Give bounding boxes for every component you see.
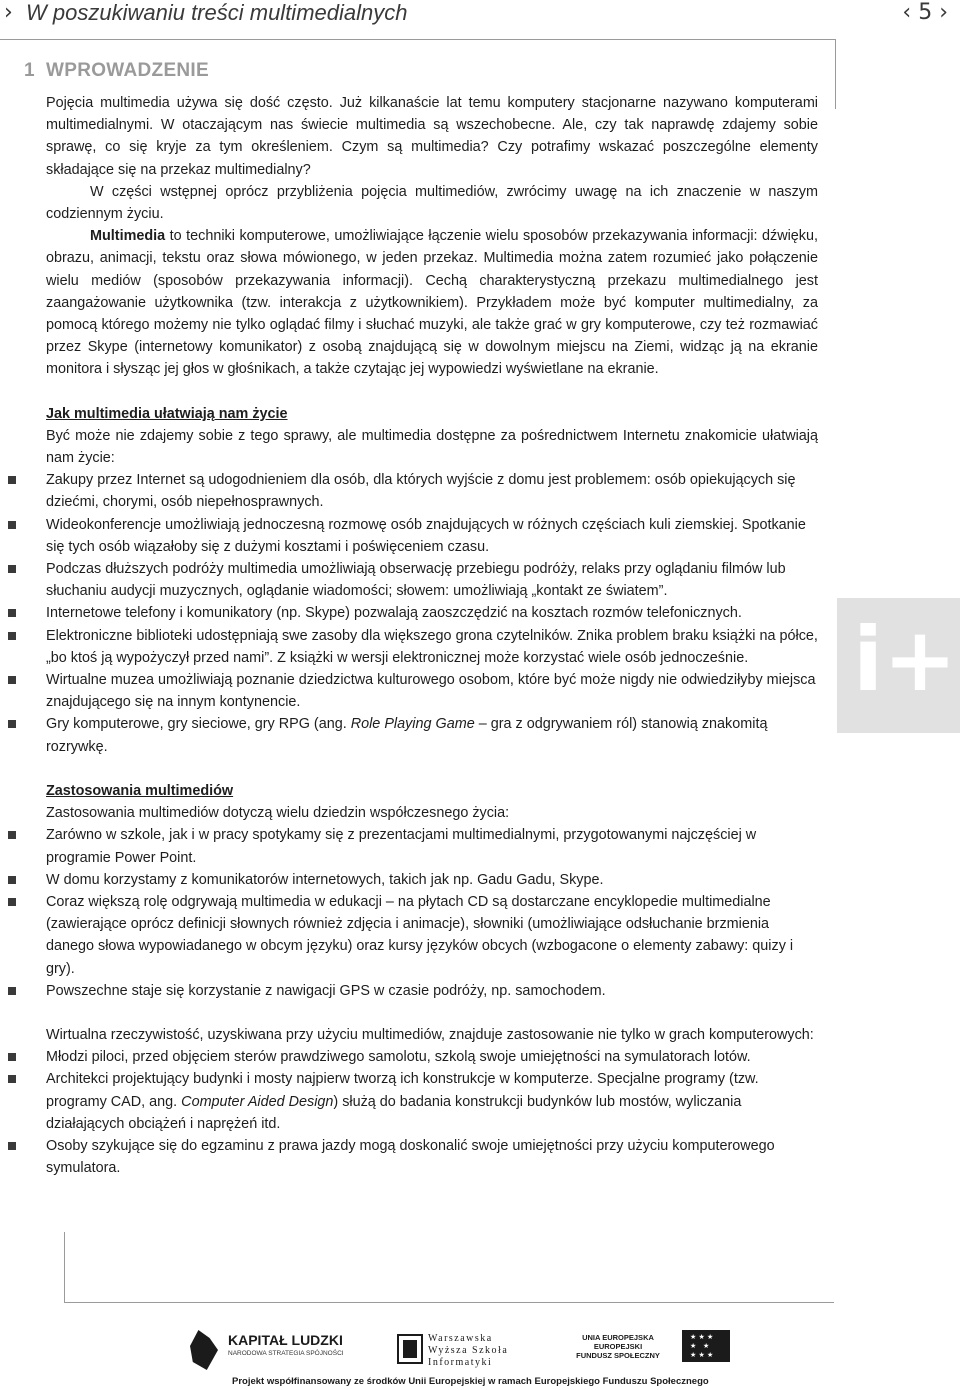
list-item: Zakupy przez Internet są udogodnieniem dla osób, dla których wyjście z domu jest problemem: osób opiekujących się dziećmi, chorymi, osób niepełnosprawnych. xyxy=(46,469,818,513)
frame-rule-top xyxy=(0,39,835,40)
intro-paragraph: Pojęcia multimedia używa się dość często. Już kilkanaście lat temu komputery stacjonarne nazywano komputerami multimedialnymi. W otaczającym nas świecie multimedia są wszechobecne. Ale, czy tak naprawdę zdajemy sobie sprawę, co się kryje za tym określeniem. Czym są multimedia? Czy potrafimy wskazać poszczególne elementy składające się na przekaz multimedialny? xyxy=(46,95,818,178)
page-number: ‹ 5 › xyxy=(902,0,948,25)
bullet-square-icon xyxy=(8,720,16,728)
bullet-square-icon xyxy=(8,476,16,484)
subsection-lead: Zastosowania multimediów dotyczą wielu dziedzin współczesnego życia: xyxy=(46,805,510,822)
main-content xyxy=(46,92,818,1179)
chevron-right-icon: › xyxy=(4,0,13,25)
bullet-square-icon xyxy=(8,565,16,573)
bullet-square-icon xyxy=(8,831,16,839)
bullet-square-icon xyxy=(8,1075,16,1083)
funding-caption: Projekt współfinansowany ze środków Unii Europejskiej w ramach Europejskiego Funduszu Społecznego xyxy=(232,1376,709,1387)
eu-flag-icon xyxy=(682,1330,730,1362)
bullet-list xyxy=(46,1046,818,1179)
list-item: Internetowe telefony i komunikatory (np. Skype) pozwalają zaoszczędzić na kosztach rozmów telefonicznych. xyxy=(46,602,818,624)
list-item: Osoby szykujące się do egzaminu z prawa jazdy mogą doskonalić swoje umiejętności przy użyciu komputerowego symulatora. xyxy=(46,1135,818,1179)
bullet-square-icon xyxy=(8,876,16,884)
kapital-ludzki-subtitle: NARODOWA STRATEGIA SPÓJNOŚCI xyxy=(228,1350,344,1357)
bullet-square-icon xyxy=(8,676,16,684)
bullet-square-icon xyxy=(8,987,16,995)
kapital-ludzki-title: KAPITAŁ LUDZKI xyxy=(228,1332,343,1348)
bullet-square-icon xyxy=(8,1053,16,1061)
defined-term: Multimedia xyxy=(90,228,166,245)
list-item: Coraz większą rolę odgrywają multimedia w edukacji – na płytach CD są dostarczane encyklopedie multimedialne (zawierające oprócz definicji słownych również zdjęcia i animacje), słowniki (umożliwiające odsłuchanie brzmienia danego słowa wypowiadanego w obcym języku) oraz kursy języków obcych (wzbogacone o elementy zabawy: quizy i gry). xyxy=(46,891,818,980)
kapital-ludzki-logo-icon xyxy=(190,1330,218,1370)
wwsi-logo-icon xyxy=(397,1334,423,1364)
bullet-square-icon xyxy=(8,632,16,640)
bullet-square-icon xyxy=(8,898,16,906)
list-item: Architekci projektujący budynki i mosty najpierw tworzą ich konstrukcje w komputerze. Specjalne programy (tzw. programy CAD, ang. Computer Aided Design) służą do badania konstrukcji budynków lub mostów, wyliczania działających obciążeń i naprężeń itd. xyxy=(46,1068,818,1135)
vr-lead: Wirtualna rzeczywistość, uzyskiwana przy użyciu multimediów, znajduje zastosowanie nie tylko w grach komputerowych: xyxy=(46,1026,814,1043)
bullet-square-icon xyxy=(8,521,16,529)
frame-rule-bottom xyxy=(64,1302,834,1303)
definition-text: to techniki komputerowe, umożliwiające łączenie wielu sposobów przekazywania informacji: dźwięku, obrazu, animacji, tekstu oraz słowa mówionego, w jeden przekaz. Multimedia można zatem rozumieć jako połączenie wielu mediów (sposobów przekazywania informacji). Cechą charakterystyczną przekazu multimedialnego jest zaangażowanie użytkownika (tzw. interakcja z użytkownikiem). Przykładem może być komputer multimedialny, za pomocą którego możemy nie tylko oglądać filmy i słuchać muzyki, ale także grać w gry komputerowe, czy też rozmawiać przez Skype (internetowy komunikator) z osobą znajdującą się w dowolnym miejscu na Ziemi, widząc ją na ekranie monitora i słysząc jej głos w głośnikach, a także czytając jej wypowiedzi wyświetlane na ekranie. xyxy=(46,228,818,378)
frame-rule-left xyxy=(64,1232,65,1302)
section-number: 1 xyxy=(24,60,35,81)
bullet-square-icon xyxy=(8,609,16,617)
page-header xyxy=(0,0,960,30)
wwsi-logo-text: Warszawska Wyższa Szkoła Informatyki xyxy=(428,1333,509,1368)
list-item: W domu korzystamy z komunikatorów internetowych, takich jak np. Gadu Gadu, Skype. xyxy=(46,869,818,891)
info-plus-icon: i+ xyxy=(853,608,957,711)
bullet-square-icon xyxy=(8,1142,16,1150)
section-title: WPROWADZENIE xyxy=(46,60,209,81)
subsection-heading: Jak multimedia ułatwiają nam życie xyxy=(46,405,288,422)
list-item: Zarówno w szkole, jak i w pracy spotykamy się z prezentacjami multimedialnymi, przygotowanymi najczęściej w programie Power Point. xyxy=(46,824,818,868)
list-item: Podczas dłuższych podróży multimedia umożliwiają obserwację przebiegu podróży, relaks przy oglądaniu filmów lub słuchaniu audycji muzycznych, oglądanie wiadomości; słowem: umożliwiają „kontakt ze światem”. xyxy=(46,558,818,602)
list-item: Wirtualne muzea umożliwiają poznanie dziedzictwa kulturowego osobom, które być może nigdy nie odwiedziłyby miejsca znajdującego się na innym kontynencie. xyxy=(46,669,818,713)
list-item: Elektroniczne biblioteki udostępniają swe zasoby dla większego grona czytelników. Znika problem braku książki na półce, „bo ktoś ją wypożyczył przed nami”. Z książki w wersji elektronicznej może korzystać wiele osób jednocześnie. xyxy=(46,625,818,669)
bullet-list xyxy=(46,824,818,1002)
list-item: Powszechne staje się korzystanie z nawigacji GPS w czasie podróży, np. samochodem. xyxy=(46,980,818,1002)
running-title: W poszukiwaniu treści multimedialnych xyxy=(26,0,408,25)
list-item: Młodzi piloci, przed objęciem sterów prawdziwego samolotu, szkolą swoje umiejętności na symulatorach lotów. xyxy=(46,1046,818,1068)
info-plus-badge xyxy=(837,598,960,733)
list-item: Gry komputerowe, gry sieciowe, gry RPG (ang. Role Playing Game – gra z odgrywaniem ról) stanowią znakomitą rozrywkę. xyxy=(46,713,818,757)
eu-logo-text: UNIA EUROPEJSKA EUROPEJSKI FUNDUSZ SPOŁECZNY xyxy=(576,1333,660,1360)
page-footer xyxy=(0,1318,960,1390)
subsection-heading: Zastosowania multimediów xyxy=(46,782,234,799)
list-item: Wideokonferencje umożliwiają jednoczesną rozmowę osób znajdujących w różnych częściach kuli ziemskiej. Spotkanie się tych osób wiązałoby się z dużymi kosztami i poświęceniem czasu. xyxy=(46,514,818,558)
intro-paragraph: W części wstępnej oprócz przybliżenia pojęcia multimediów, zwrócimy uwagę na ich znaczenie w naszym codziennym życiu. xyxy=(46,183,818,223)
frame-rule-right xyxy=(835,39,836,109)
subsection-lead: Być może nie zdajemy sobie z tego sprawy, ale multimedia dostępne za pośrednictwem Internetu znakomicie ułatwiają nam życie: xyxy=(46,427,818,467)
bullet-list xyxy=(46,469,818,758)
definition-paragraph xyxy=(46,225,818,380)
